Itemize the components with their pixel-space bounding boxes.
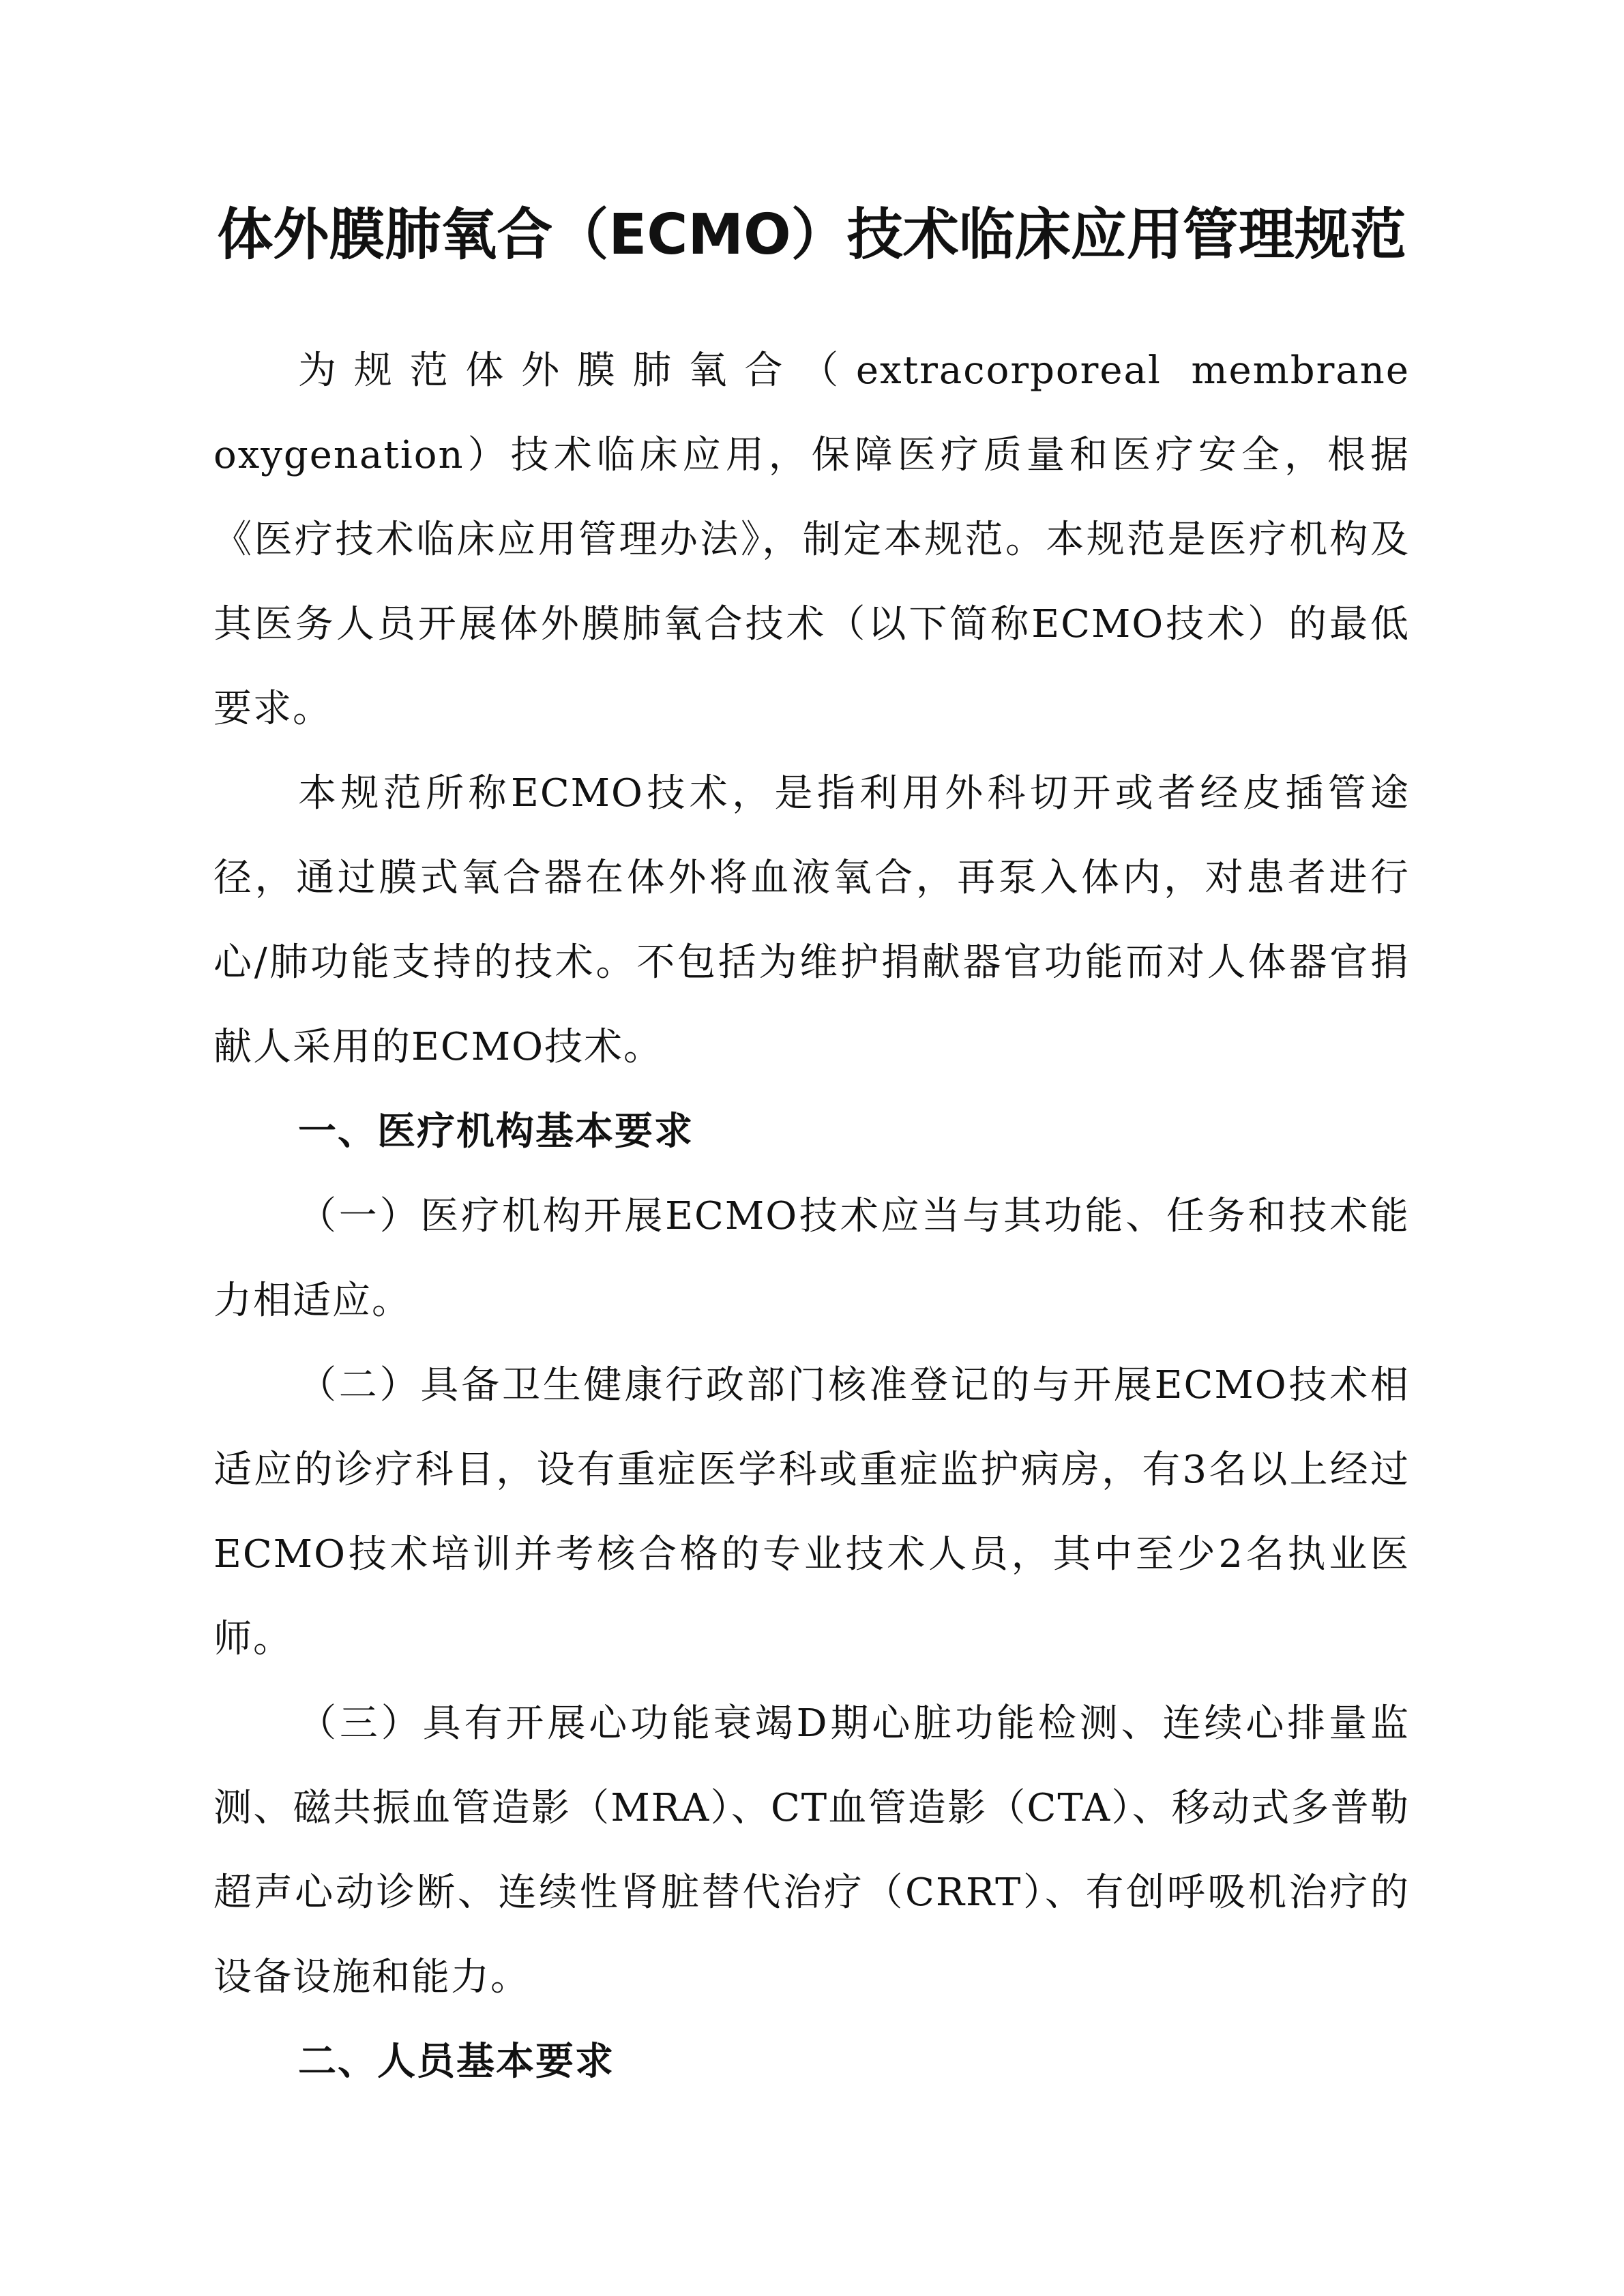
requirement-item-3: （三）具有开展心功能衰竭D期心脏功能检测、连续心排量监测、磁共振血管造影（MRA）、CT血管造影（CTA）、移动式多普勒超声心动诊断、连续性肾脏替代治疗（CRRT）、有创呼吸机治疗的设备设施和能力。 — [213, 1701, 1410, 1999]
requirement-item-2: （二）具备卫生健康行政部门核准登记的与开展ECMO技术相适应的诊疗科目，设有重症医学科或重症监护病房，有3名以上经过ECMO技术培训并考核合格的专业技术人员，其中至少2名执业医师。 — [213, 1363, 1410, 1661]
intro-paragraph: 为规范体外膜肺氧合（extracorporeal membrane oxygenation）技术临床应用，保障医疗质量和医疗安全，根据《医疗技术临床应用管理办法》，制定本规范。本规范是医疗机构及其医务人员开展体外膜肺氧合技术（以下简称ECMO技术）的最低要求。 — [213, 348, 1410, 731]
document-title: 体外膜肺氧合（ECMO）技术临床应用管理规范 — [217, 203, 1406, 267]
definition-paragraph: 本规范所称ECMO技术，是指利用外科切开或者经皮插管途径，通过膜式氧合器在体外将血液氧合，再泵入体内，对患者进行心/肺功能支持的技术。不包括为维护捐献器官功能而对人体器官捐献人采用的ECMO技术。 — [213, 771, 1410, 1069]
section-heading-personnel-requirements: 二、人员基本要求 — [298, 2040, 615, 2084]
section-heading-institution-requirements: 一、医疗机构基本要求 — [298, 1109, 694, 1154]
requirement-item-1: （一）医疗机构开展ECMO技术应当与其功能、任务和技术能力相适应。 — [213, 1194, 1410, 1323]
document-body — [213, 184, 1410, 2104]
